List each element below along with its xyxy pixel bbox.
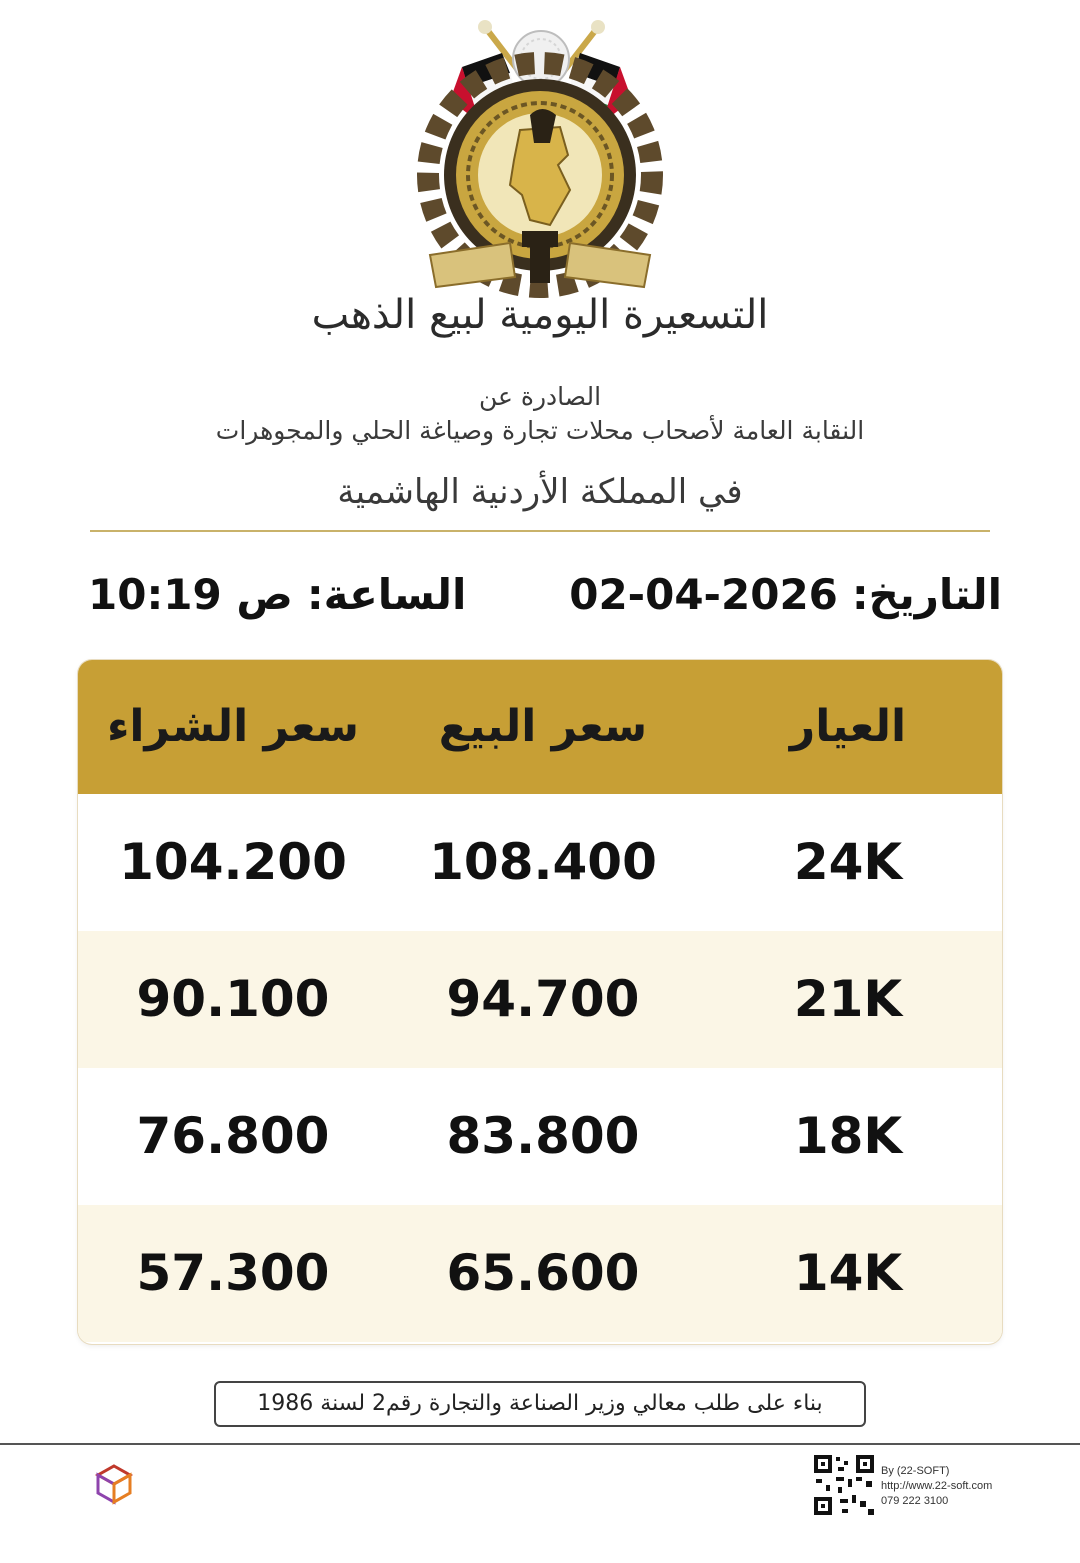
time-group (88, 570, 466, 619)
table-row (78, 1068, 1002, 1205)
date-value: 02-04-2026 (569, 570, 838, 619)
footer-divider (0, 1443, 1080, 1445)
sell-price-cell: 65.600 (446, 1244, 640, 1302)
time-value: 10:19 ص (88, 570, 293, 619)
buy-price-cell: 104.200 (119, 833, 347, 891)
qr-code-icon (812, 1453, 876, 1517)
brand-cube-icon (92, 1462, 136, 1508)
date-label: التاريخ: (851, 570, 1002, 619)
date-group (569, 570, 1002, 619)
syndicate-name: النقابة العامة لأصحاب محلات تجارة وصياغة الحلي والمجوهرات (215, 416, 865, 445)
time-label: الساعة: (306, 570, 467, 619)
price-table (78, 660, 1002, 1344)
buy-price-cell: 76.800 (136, 1107, 330, 1165)
sell-price-cell: 108.400 (429, 833, 657, 891)
table-row (78, 1205, 1002, 1342)
page-title: التسعيرة اليومية لبيع الذهب (311, 292, 769, 338)
table-row (78, 794, 1002, 931)
credit-phone: 079 222 3100 (881, 1495, 949, 1507)
buy-price-cell: 57.300 (136, 1244, 330, 1302)
karat-cell: 21K (793, 970, 903, 1028)
sell-price-cell: 94.700 (446, 970, 640, 1028)
sell-price-header: سعر البيع (438, 701, 648, 752)
table-header (78, 660, 1002, 794)
sell-price-cell: 83.800 (446, 1107, 640, 1165)
credit-url[interactable]: http://www.22-soft.com (881, 1480, 993, 1492)
table-row (78, 931, 1002, 1068)
credit-by: By (22-SOFT) (881, 1465, 950, 1477)
buy-price-cell: 90.100 (136, 970, 330, 1028)
footer-credits (881, 1464, 992, 1509)
karat-cell: 14K (793, 1244, 903, 1302)
buy-price-header: سعر الشراء (106, 701, 360, 752)
karat-cell: 18K (793, 1107, 903, 1165)
karat-header: العيار (789, 701, 907, 752)
kingdom-name: في المملكة الأردنية الهاشمية (337, 472, 743, 512)
issued-by-label: الصادرة عن (478, 382, 602, 411)
gold-divider (90, 530, 990, 532)
ministry-note: بناء على طلب معالي وزير الصناعة والتجارة رقم2 لسنة 1986 (214, 1381, 866, 1427)
syndicate-emblem (410, 15, 670, 300)
karat-cell: 24K (793, 833, 903, 891)
